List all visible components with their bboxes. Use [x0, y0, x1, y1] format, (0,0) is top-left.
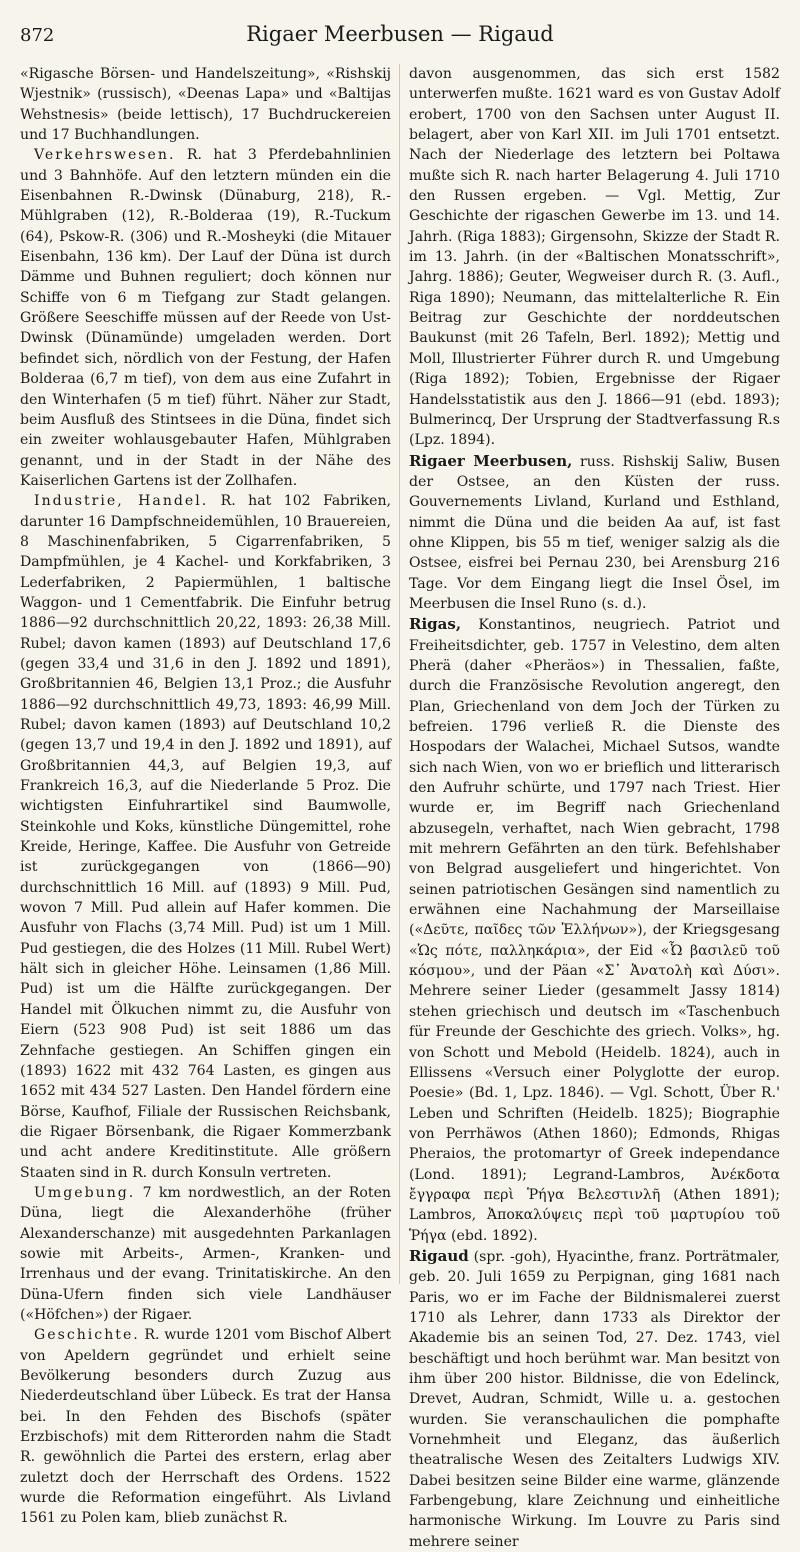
paragraph: [20, 1183, 391, 1325]
paragraph: [20, 1325, 391, 1528]
paragraph-text: Konstantinos, neugriech. Patriot und Freiheitsdichter, geb. 1757 in Velestino, dem alten Pherä (daher «Pheräos») in Thessalien, faßte, durch die Französische Revolution angeregt, den Plan, Griechenland von dem Joch der Türken zu befreien. 1796 verließ R. die Dienste des Hospodars der Walachei, Michael Sutsos, wandte sich nach Wien, von wo er brieflich und litterarisch den Aufruhr schürte, und 1797 nach Triest. Hier wurde er, im Begriff nach Griechenland abzusegeln, verhaftet, nach Wien gebracht, 1798 mit mehrern Gefährten an den türk. Befehlshaber von Belgrad ausgeliefert und hingerichtet. Von seinen patriotischen Gesängen sind namentlich zu erwähnen eine Nachahmung der Marseillaise («Δεῦτε, παῖδες τῶν Ἑλλήνων»), der Kriegsgesang «Ὡς πότε, παλληκάρια», der Eid «Ὦ βασιλεῦ τοῦ κόσμου», und der Päan «Σ᾽ Ἀνατολὴ καὶ Δύσι». Mehrere seiner Lieder (gesammelt Jassy 1814) stehen griechisch und deutsch im «Taschenbuch für Freunde der Geschichte des griech. Volks», hg. von Schott und Mebold (Heidelb. 1824), auch in Ellissens «Versuch einer Polyglotte der europ. Poesie» (Bd. 1, Lpz. 1846). — Vgl. Schott, Über R.' Leben und Schriften (Heidelb. 1825); Biographie von Perrhäwos (Athen 1860); Edmonds, Rhigas Pheraios, the protomartyr of Greek independance (Lond. 1891); Legrand-Lambros, Ἀνέκδοτα ἔγγραφα περὶ Ῥήγα Βελεστινλῆ (Athen 1891); Lambros, Ἀποκαλύψεις περὶ τοῦ μαρτυρίου τοῦ Ῥήγα (ebd. 1892).: [409, 617, 780, 1244]
paragraph-text: russ. Rishskij Saliw, Busen der Ostsee, an den Küsten der russ. Gouvernements Livland, Kurland und Esthland, nimmt die Düna und die beiden Aa auf, ist fast ohne Klippen, bis 55 m tief, weniger salzig als die Ostsee, eisfrei bei Pernau 230, bei Arensburg 216 Tage. Vor dem Eingang liegt die Insel Ösel, im Meerbusen die Insel Runo (s. d.).: [409, 453, 780, 612]
paragraph-text: R. wurde 1201 vom Bischof Albert von Apeldern gegründet und erhielt seine Bevölkerung besonders durch Zuzug aus Niederdeutschland über Lübeck. Es trat der Hansa bei. In den Fehden des Bischofs (später Erzbischofs) mit dem Ritterorden nahm die Stadt R. gewöhnlich die Partei des erstern, erlag aber zuletzt doch der Herrschaft des Ordens. 1522 wurde die Reformation eingeführt. Als Livland 1561 zu Polen kam, blieb zunächst R.: [20, 1327, 391, 1527]
page-number: 872: [20, 25, 55, 46]
section-heading: Umgebung.: [34, 1184, 136, 1201]
column-divider: [399, 64, 400, 1284]
left-column: [20, 64, 391, 1552]
running-title: Rigaer Meerbusen — Rigaud: [246, 22, 554, 46]
paragraph: [20, 64, 391, 145]
paragraph: [409, 614, 780, 1246]
paragraph: [20, 145, 391, 491]
entry-headword: Rigaud: [409, 1246, 469, 1265]
paragraph-text: R. hat 102 Fabriken, darunter 16 Dampfschneidemühlen, 10 Brauereien, 8 Maschinenfabriken, 5 Cigarrenfabriken, 5 Dampfmühlen, je 4 Kachel- und Korkfabriken, 3 Lederfabriken, 2 Papiermühlen, 1 baltische Waggon- und 1 Cementfabrik. Die Einfuhr betrug 1886—92 durchschnittlich 20,22, 1893: 26,38 Mill. Rubel; davon kamen (1893) auf Deutschland 17,6 (gegen 33,4 und 31,6 in den J. 1892 und 1891), Großbritannien 46, Belgien 13,1 Proz.; die Ausfuhr 1886—92 durchschnittlich 49,73, 1893: 46,99 Mill. Rubel; davon kamen (1893) auf Deutschland 10,2 (gegen 13,7 und 19,4 in den J. 1892 und 1891), auf Großbritannien 44,3, auf Belgien 19,3, auf Frankreich 16,3, auf die Niederlande 5 Proz. Die wichtigsten Einfuhrartikel sind Baumwolle, Steinkohle und Koks, künstliche Düngemittel, rohe Kreide, Heringe, Kaffee. Die Ausfuhr von Getreide ist zurückgegangen von (1866—90) durchschnittlich 16 Mill. auf (1893) 9 Mill. Pud, wovon 7 Mill. Pud allein auf Hafer kommen. Die Ausfuhr von Flachs (3,74 Mill. Pud) ist um 1 Mill. Pud gestiegen, die des Holzes (11 Mill. Rubel Wert) hält sich in gleicher Höhe. Leinsamen (1,86 Mill. Pud) ist um die Hälfte zurückgegangen. Der Handel mit Ölkuchen nimmt zu, die Ausfuhr von Eiern (523 908 Pud) ist seit 1886 um das Zehnfache gestiegen. An Schiffen gingen ein (1893) 1622 mit 432 764 Lasten, es gingen aus 1652 mit 434 527 Lasten. Den Handel fördern eine Börse, Kaufhof, Filiale der Russischen Reichsbank, die Rigaer Börsenbank, die Rigaer Kommerzbank und acht andere Kreditinstitute. Alle größern Staaten sind in R. durch Konsuln vertreten.: [20, 493, 391, 1181]
paragraph: [409, 1246, 780, 1552]
paragraph: [409, 64, 780, 451]
paragraph-text: «Rigasche Börsen- und Handelszeitung», «Rishskij Wjestnik» (russisch), «Deenas Lapa» und «Baltijas Wehstnesis» (beide lettisch), 17 Buchdruckereien und 17 Buchhandlungen.: [20, 66, 391, 144]
paragraph-text: (spr. -goh), Hyacinthe, franz. Porträtmaler, geb. 20. Juli 1659 zu Perpignan, ging 1681 nach Paris, wo er im Fache der Bildnismalerei zuerst 1710 als Lehrer, dann 1733 als Direktor der Akademie bis an seinen Tod, 27. Dez. 1743, viel beschäftigt und hoch berühmt war. Man besitzt von ihm über 200 histor. Bildnisse, die von Edelinck, Drevet, Audran, Schmidt, Wille u. a. gestochen wurden. Sie veranschaulichen die pomphafte Vornehmheit und Eleganz, das äußerlich theatralische Wesen des Zeitalters Ludwigs XIV. Dabei besitzen seine Bilder eine warme, glänzende Farbengebung, klare Zeichnung und einheitliche harmonische Wirkung. Im Louvre zu Paris sind mehrere seiner: [409, 1248, 780, 1550]
text-columns: [20, 64, 780, 1552]
paragraph-text: 7 km nordwestlich, an der Roten Düna, liegt die Alexanderhöhe (früher Alexanderschanze) mit ausgedehnten Parkanlagen sowie mit Arbeits-, Armen-, Kranken- und Irrenhaus und der evang. Trinitatiskirche. An den Düna-Ufern finden sich viele Landhäuser («Höfchen») der Rigaer.: [20, 1184, 391, 1323]
section-heading: Industrie, Handel.: [34, 493, 209, 510]
section-heading: Verkehrswesen.: [34, 147, 176, 164]
section-heading: Geschichte.: [34, 1327, 140, 1344]
entry-headword: Rigas,: [409, 615, 462, 634]
paragraph: [20, 491, 391, 1183]
paragraph-text: davon ausgenommen, das sich erst 1582 unterwerfen mußte. 1621 ward es von Gustav Adolf erobert, 1700 von den Sachsen unter August II. belagert, aber von Karl XII. im Juli 1701 entsetzt. Nach der Niederlage des letztern bei Poltawa mußte sich R. nach harter Belagerung 4. Juli 1710 den Russen ergeben. — Vgl. Mettig, Zur Geschichte der rigaschen Gewerbe im 13. und 14. Jahrh. (Riga 1883); Girgensohn, Skizze der Stadt R. im 13. Jahrh. (in der «Baltischen Monatsschrift», Jahrg. 1886); Geuter, Wegweiser durch R. (3. Aufl., Riga 1890); Neumann, das mittelalterliche R. Ein Beitrag zur Geschichte der norddeutschen Baukunst (mit 26 Tafeln, Berl. 1892); Mettig und Moll, Illustrierter Führer durch R. und Umgebung (Riga 1892); Tobien, Ergebnisse der Rigaer Handelsstatistik aus den J. 1866—91 (ebd. 1893); Bulmerincq, Der Ursprung der Stadtverfassung R.s (Lpz. 1894).: [409, 66, 780, 449]
entry-headword: Rigaer Meerbusen,: [409, 451, 573, 470]
paragraph: [409, 451, 780, 615]
paragraph-text: R. hat 3 Pferdebahnlinien und 3 Bahnhöfe. Auf den letztern münden ein die Eisenbahnen R.-Dwinsk (Dünaburg, 218), R.-Mühlgraben (12), R.-Bolderaa (19), R.-Tuckum (64), Pskow-R. (306) und R.-Mosheyki (die Mitauer Eisenbahn, 136 km). Der Lauf der Düna ist durch Dämme und Buhnen reguliert; doch können nur Schiffe von 6 m Tiefgang zur Stadt gelangen. Größere Seeschiffe müssen auf der Reede von Ust-Dwinsk (Dünamünde) umgeladen werden. Dort befindet sich, nördlich von der Festung, der Hafen Bolderaa (6,7 m tief), von dem aus eine Zufahrt in den Winterhafen (5 m tief) führt. Näher zur Stadt, beim Ausfluß des Stintsees in die Düna, findet sich ein zweiter wohlausgebauter Hafen, Mühlgraben genannt, und in der Stadt in der Nähe des Kaiserlichen Gartens ist der Zollhafen.: [20, 147, 391, 489]
right-column: [409, 64, 780, 1552]
page-header: [20, 22, 780, 52]
